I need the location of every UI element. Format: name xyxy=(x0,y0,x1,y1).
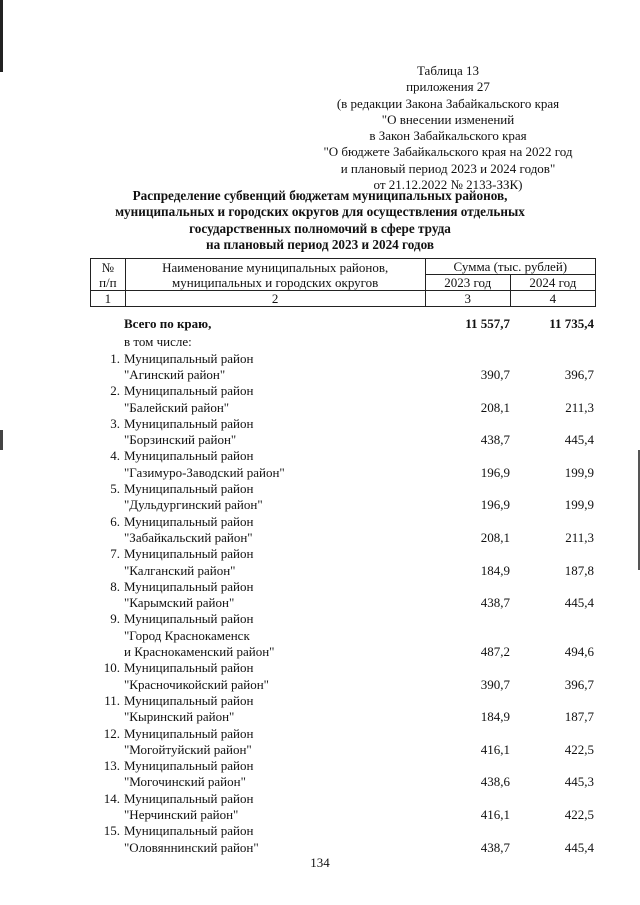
row-name-line: "Дульдургинский район" xyxy=(124,497,263,513)
row-name-line: и Краснокаменский район" xyxy=(124,644,275,659)
row-value-2024: 494,6 xyxy=(564,644,594,659)
row-value-2024: 445,4 xyxy=(564,595,594,611)
row-value-2023: 416,1 xyxy=(480,807,510,822)
row-value-2023: 390,7 xyxy=(480,676,510,692)
row-value-2024: 445,4 xyxy=(564,839,594,855)
row-name-line: Муниципальный район xyxy=(124,790,254,806)
row-name-line: "Могочинский район" xyxy=(124,774,246,790)
row-name-line: "Нерчинский район" xyxy=(124,807,239,822)
header-index: 2 xyxy=(125,291,425,307)
total-label: Всего по краю, xyxy=(124,316,212,331)
row-number: 1. xyxy=(110,350,120,366)
row-name-line: Муниципальный район xyxy=(124,546,254,562)
row-name-line: Муниципальный район xyxy=(124,383,254,399)
approval-note xyxy=(318,63,578,193)
row-name-line: Муниципальный район xyxy=(124,350,254,366)
row-value-2024: 199,9 xyxy=(564,464,594,480)
page-number: 134 xyxy=(310,855,330,870)
row-number: 5. xyxy=(110,481,120,496)
row-number: 12. xyxy=(103,725,120,741)
table-header xyxy=(90,258,596,307)
row-value-2024: 396,7 xyxy=(564,366,594,382)
total-value-2024: 11 735,4 xyxy=(549,316,594,331)
row-number: 4. xyxy=(110,448,120,464)
scan-edge-mark xyxy=(0,430,3,450)
row-name-line: "Балейский район" xyxy=(124,399,230,415)
row-name-line: Муниципальный район xyxy=(124,448,254,464)
header-sum: Сумма (тыс. рублей) xyxy=(425,259,595,275)
row-name-line: "Газимуро-Заводский район" xyxy=(124,464,285,480)
row-value-2024: 422,5 xyxy=(564,807,594,822)
row-value-2024: 211,3 xyxy=(565,529,594,545)
row-name-line: "Город Краснокаменск xyxy=(124,627,250,643)
header-index: 3 xyxy=(425,291,510,307)
row-number: 13. xyxy=(103,758,120,774)
row-name-line: Муниципальный район xyxy=(124,725,254,741)
row-value-2023: 438,7 xyxy=(480,432,510,448)
header-year-2024: 2024 год xyxy=(510,275,595,291)
row-value-2023: 416,1 xyxy=(480,741,510,757)
row-value-2023: 438,7 xyxy=(480,595,510,611)
row-value-2024: 211,3 xyxy=(565,399,594,415)
row-value-2023: 208,1 xyxy=(480,399,510,415)
row-name-line: Муниципальный район xyxy=(124,513,254,529)
header-name xyxy=(125,259,425,291)
header-name-bottom: муниципальных и городских округов xyxy=(172,274,379,290)
row-value-2024: 422,5 xyxy=(564,741,594,757)
row-name-line: Муниципальный район xyxy=(124,415,254,431)
row-value-2024: 396,7 xyxy=(564,676,594,692)
row-name-line: Муниципальный район xyxy=(124,660,254,676)
title-line: Распределение субвенций бюджетам муниципальных районов, xyxy=(132,188,508,203)
row-value-2024: 445,4 xyxy=(564,432,594,448)
row-name-line: Муниципальный район xyxy=(124,758,254,774)
row-value-2024: 187,8 xyxy=(564,562,594,578)
row-value-2023: 487,2 xyxy=(480,644,510,659)
row-value-2023: 184,9 xyxy=(480,562,510,578)
approval-line: и плановый период 2023 и 2024 годов" xyxy=(340,160,556,176)
row-value-2023: 184,9 xyxy=(480,709,510,725)
row-value-2023: 390,7 xyxy=(480,366,510,382)
row-value-2023: 196,9 xyxy=(480,497,510,513)
row-name-line: "Кыринский район" xyxy=(124,709,235,725)
header-index: 1 xyxy=(91,291,126,307)
row-name-line: "Красночикойский район" xyxy=(124,676,269,692)
row-number: 3. xyxy=(110,415,120,431)
row-number: 8. xyxy=(110,578,120,594)
approval-line: "О внесении изменений xyxy=(381,111,515,127)
row-number: 6. xyxy=(110,513,120,529)
row-name-line: Муниципальный район xyxy=(124,823,254,839)
row-name-line: "Агинский район" xyxy=(124,366,226,382)
row-value-2024: 445,3 xyxy=(564,774,594,790)
row-name-line: "Оловяннинский район" xyxy=(124,839,259,855)
row-value-2024: 199,9 xyxy=(564,497,594,513)
row-name-line: "Забайкальский район" xyxy=(124,529,253,545)
scan-edge-mark xyxy=(0,0,3,72)
approval-line: от 21.12.2022 № 2133-ЗЗК) xyxy=(373,177,523,193)
row-name-line: Муниципальный район xyxy=(124,481,254,496)
total-value-2023: 11 557,7 xyxy=(465,316,510,331)
row-name-line: Муниципальный район xyxy=(124,692,254,708)
including-label: в том числе: xyxy=(124,334,192,350)
approval-line: (в редакции Закона Забайкальского края xyxy=(336,95,560,111)
row-number: 9. xyxy=(110,611,120,627)
document-title xyxy=(80,188,560,253)
row-number: 15. xyxy=(103,823,120,839)
header-year-2023: 2023 год xyxy=(425,275,510,291)
row-name-line: "Калганский район" xyxy=(124,562,236,578)
row-number: 7. xyxy=(110,546,120,562)
row-value-2023: 438,7 xyxy=(480,839,510,855)
header-number-top: № xyxy=(101,259,115,275)
title-line: муниципальных и городских округов для осуществления отдельных xyxy=(115,204,525,220)
row-name-line: "Карымский район" xyxy=(124,595,235,611)
approval-line: Таблица 13 xyxy=(416,63,480,78)
title-line: государственных полномочий в сфере труда xyxy=(189,220,451,236)
row-value-2023: 438,6 xyxy=(480,774,510,790)
header-name-top: Наименование муниципальных районов, xyxy=(162,259,389,275)
row-number: 11. xyxy=(104,692,120,708)
row-name-line: Муниципальный район xyxy=(124,578,254,594)
row-value-2024: 187,7 xyxy=(564,709,594,725)
row-number: 2. xyxy=(110,383,120,399)
row-value-2023: 208,1 xyxy=(480,529,510,545)
approval-line: "О бюджете Забайкальского края на 2022 год xyxy=(323,144,573,160)
row-name-line: Муниципальный район xyxy=(124,611,254,627)
header-number-bottom: п/п xyxy=(99,274,117,290)
approval-line: приложения 27 xyxy=(406,79,490,95)
title-line: на плановый период 2023 и 2024 годов xyxy=(206,236,434,252)
row-number: 10. xyxy=(103,660,120,676)
header-index: 4 xyxy=(510,291,595,307)
approval-line: в Закон Забайкальского края xyxy=(369,128,527,144)
row-number: 14. xyxy=(103,790,120,806)
row-value-2023: 196,9 xyxy=(480,464,510,480)
row-name-line: "Могойтуйский район" xyxy=(124,741,252,757)
row-name-line: "Борзинский район" xyxy=(124,432,237,448)
header-number xyxy=(91,259,126,291)
